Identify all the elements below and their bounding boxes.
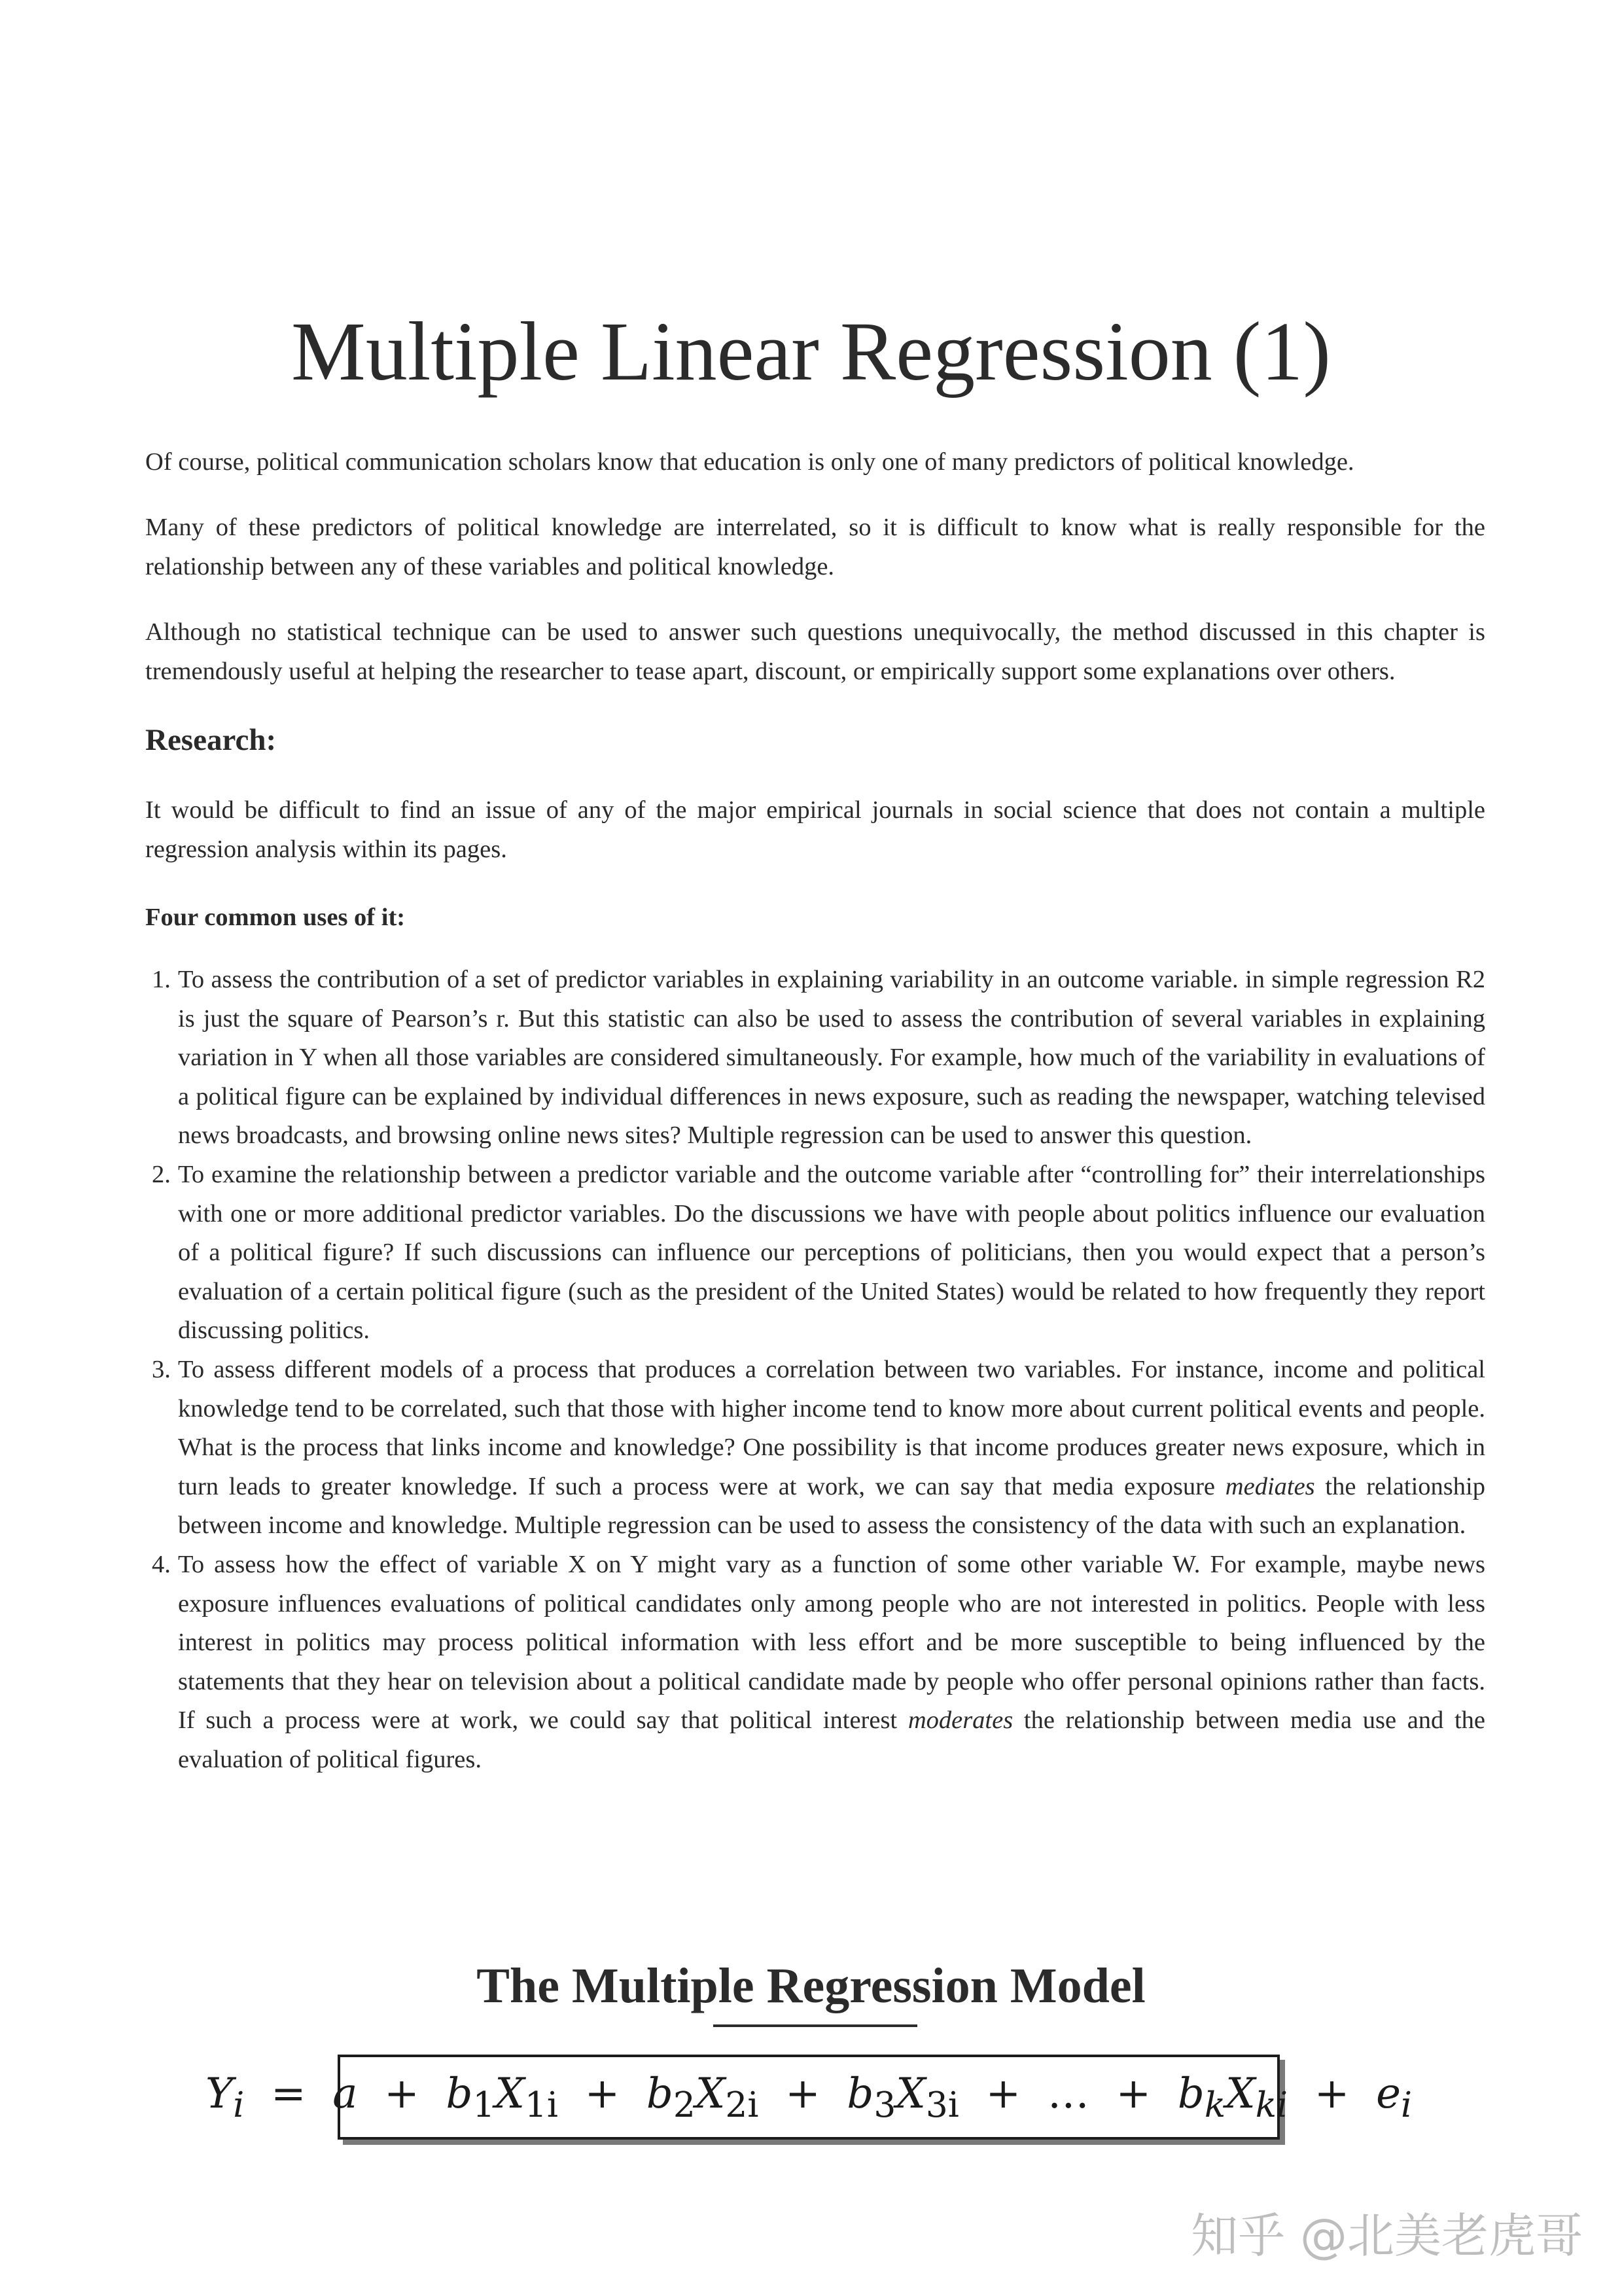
list-item-text: the relationship between media use and the evaluation of political figures. xyxy=(178,1706,1486,1773)
list-item-text: To assess different models of a process that produces a correlation between two variables. For instance, income and political knowledge tend to be correlated, such that those with higher income tend to know more about current political events and people. What is the process that links income and knowledge? One possibility is that income produces greater news exposure, which in turn leads to greater knowledge. If such a process were at work, we can say that media exposure xyxy=(178,1355,1485,1500)
list-item xyxy=(145,1545,1485,1780)
watermark: 知乎 @北美老虎哥 xyxy=(1191,2208,1583,2263)
model-title: The Multiple Regression Model xyxy=(476,1958,1146,2013)
uses-heading: Four common uses of it: xyxy=(145,904,406,931)
research-heading: Research: xyxy=(145,723,277,757)
list-item-number: 3. xyxy=(152,1355,171,1383)
formula-box xyxy=(205,2055,1413,2140)
intro-paragraph-2: Many of these predictors of political knowledge are interrelated, so it is difficult to know what is really responsible for the relationship between any of these variables and political knowledge. xyxy=(145,514,1485,580)
list-item-text: To examine the relationship between a predictor variable and the outcome variable after “controlling for” their interrelationships with one or more additional predictor variables. Do the discussions we have with people about politics influence our evaluation of a political figure? If such discussions can influence our perceptions of politicians, then you would expect that a person’s evaluation of a certain political figure (such as the president of the United States) would be related to how frequently they report discussing politics. xyxy=(178,1160,1485,1345)
emphasis-moderates: moderates xyxy=(908,1706,1014,1735)
list-item-text: To assess how the effect of variable X on Y might vary as a function of some other variable W. For example, maybe news exposure influences evaluations of political candidates only among people who are not interested in politics. People with less interest in politics may process political information with less effort and be more susceptible to being influenced by the statements that they hear on television about a political candidate made by people who offer personal opinions rather than facts. If such a process were at work, we could say that political interest xyxy=(178,1550,1485,1735)
list-item-number: 4. xyxy=(152,1550,171,1578)
list-item xyxy=(145,961,1485,1156)
page-title: Multiple Linear Regression (1) xyxy=(291,305,1331,398)
regression-formula: $Y_i = a + b_1X_{1i} + b_2X_{2i} + b_3X_{3i}$ + … + $b_kX_{ki} + e_i$ xyxy=(205,2069,1413,2125)
list-item-number: 2. xyxy=(152,1160,171,1188)
list-item xyxy=(145,1351,1485,1545)
uses-list xyxy=(145,961,1485,1779)
list-item xyxy=(145,1156,1485,1351)
list-item-number: 1. xyxy=(152,966,171,993)
list-item-text: the relationship between income and knowledge. Multiple regression can be used to assess the consistency of the data with such an explanation. xyxy=(178,1472,1485,1540)
emphasis-mediates: mediates xyxy=(1225,1472,1315,1500)
list-item-text: To assess the contribution of a set of predictor variables in explaining variability in an outcome variable. in simple regression R2 is just the square of Pearson’s r. But this statistic can also be used to assess the contribution of several variables in explaining variation in Y when all those variables are considered simultaneously. For example, how much of the variability in evaluations of a political figure can be explained by individual differences in news exposure, such as reading the newspaper, watching televised news broadcasts, and browsing online news sites? Multiple regression can be used to answer this question. xyxy=(178,966,1485,1150)
research-paragraph: It would be difficult to find an issue of any of the major empirical journals in social science that does not contain a multiple regression analysis within its pages. xyxy=(145,796,1485,863)
model-title-underline xyxy=(713,2024,917,2027)
intro-paragraph-3: Although no statistical technique can be used to answer such questions unequivocally, the method discussed in this chapter is tremendously useful at helping the researcher to tease apart, discount, or empirically support some explanations over others. xyxy=(145,618,1485,685)
intro-paragraph-1: Of course, political communication scholars know that education is only one of many predictors of political knowledge. xyxy=(145,448,1354,476)
